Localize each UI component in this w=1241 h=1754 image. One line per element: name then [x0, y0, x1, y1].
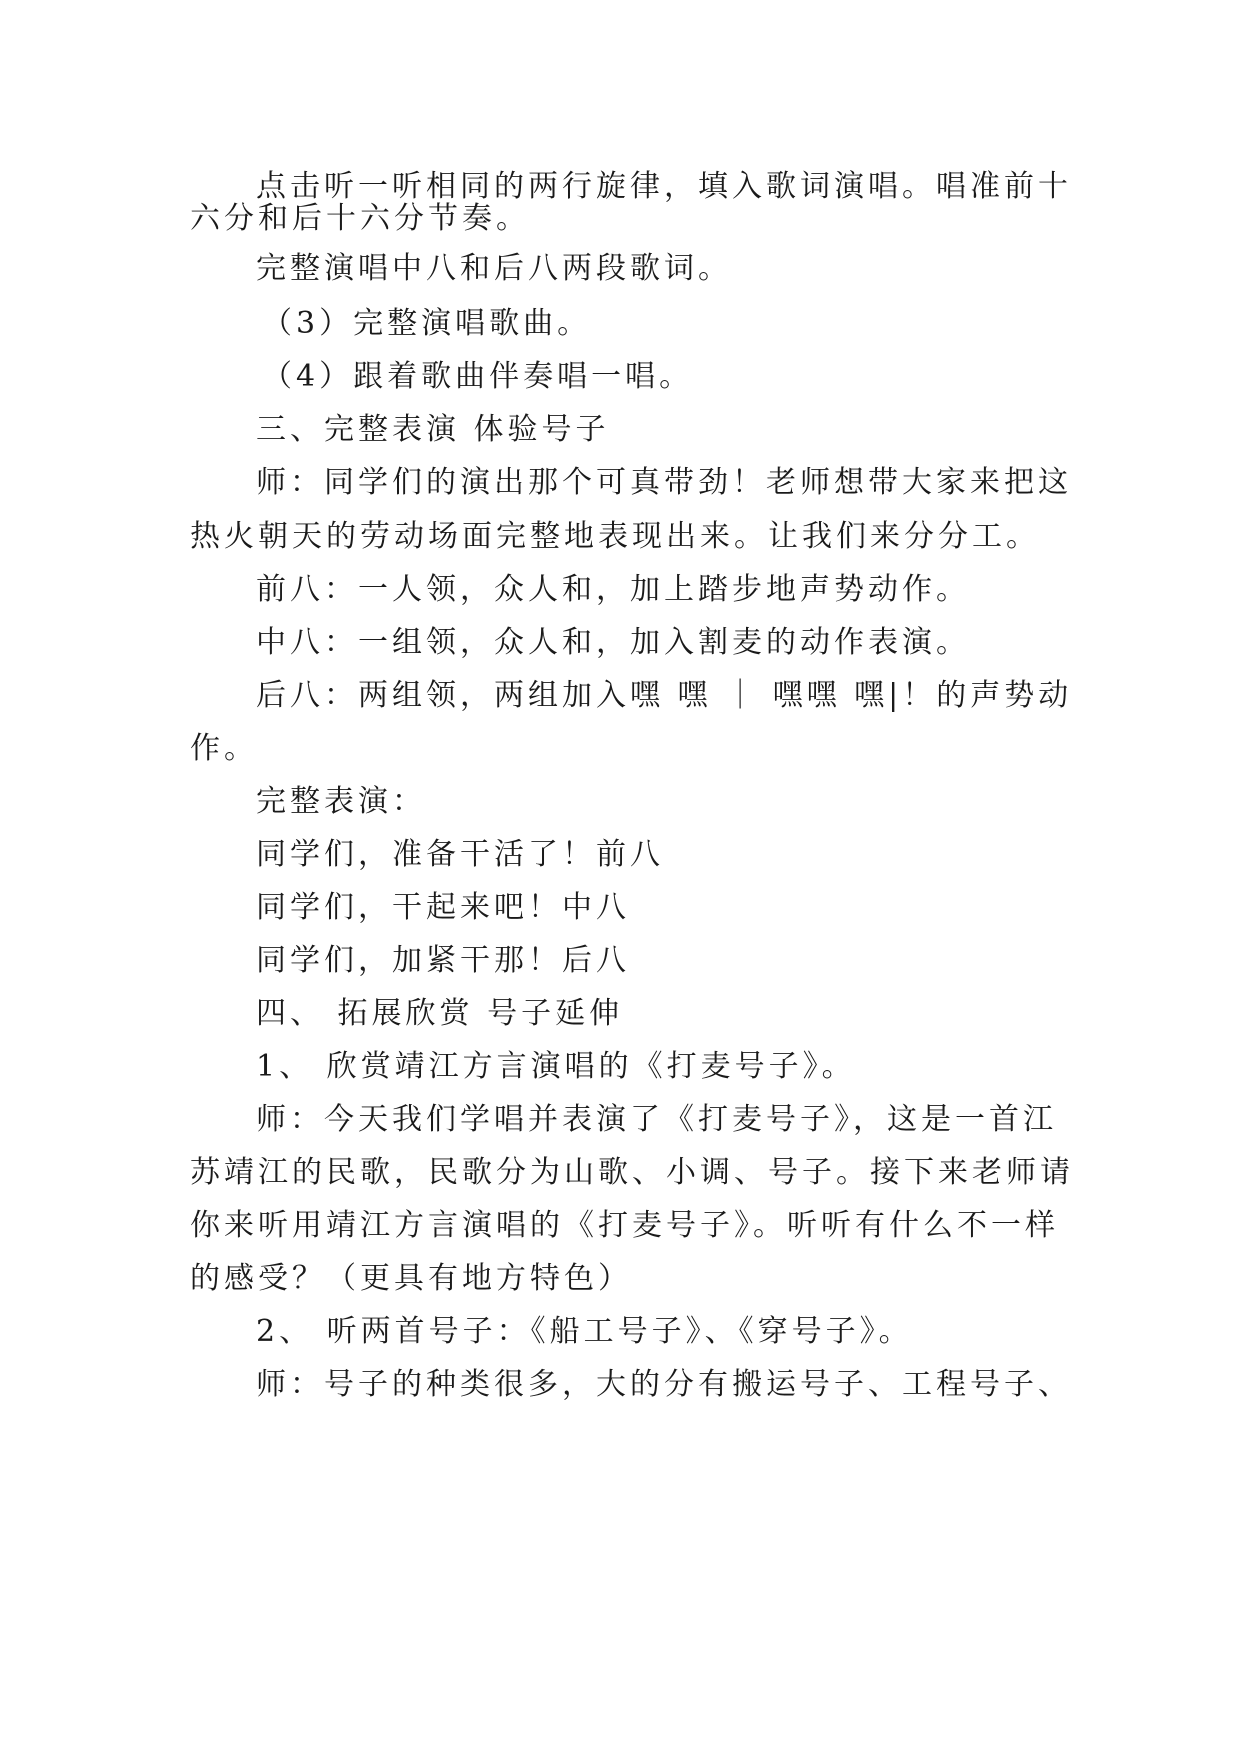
- paragraph-line: 的感受？（更具有地方特色）: [190, 1261, 632, 1296]
- paragraph-line: 前八：一人领，众人和，加上踏步地声势动作。: [256, 572, 970, 607]
- paragraph-line: 师：号子的种类很多，大的分有搬运号子、工程号子、: [256, 1367, 1072, 1402]
- paragraph-line: 同学们，加紧干那！后八: [256, 943, 630, 978]
- paragraph-line: 六分和后十六分节奏。: [190, 201, 530, 236]
- list-item: 1、 欣赏靖江方言演唱的《打麦号子》。: [256, 1049, 856, 1084]
- paragraph-line: 完整表演：: [256, 784, 426, 819]
- paragraph-line: 同学们，准备干活了！前八: [256, 837, 664, 872]
- paragraph-line: 作。: [190, 731, 258, 766]
- list-item: （4）跟着歌曲伴奏唱一唱。: [262, 359, 694, 394]
- paragraph-line: 你来听用靖江方言演唱的《打麦号子》。听听有什么不一样: [190, 1208, 1059, 1243]
- paragraph-line: 中八：一组领，众人和，加入割麦的动作表演。: [256, 625, 970, 660]
- paragraph-line: 热火朝天的劳动场面完整地表现出来。让我们来分分工。: [190, 519, 1040, 554]
- section-heading: 四、 拓展欣赏 号子延伸: [256, 996, 624, 1031]
- list-item: （3）完整演唱歌曲。: [262, 306, 592, 341]
- paragraph-line: 师：同学们的演出那个可真带劲！老师想带大家来把这: [256, 465, 1072, 500]
- paragraph-line: 后八：两组领，两组加入嘿 嘿 ｜ 嘿嘿 嘿|！的声势动: [256, 678, 1073, 713]
- paragraph-line: 苏靖江的民歌，民歌分为山歌、小调、号子。接下来老师请: [190, 1155, 1074, 1190]
- paragraph-line: 同学们，干起来吧！中八: [256, 890, 630, 925]
- list-item: 2、 听两首号子：《船工号子》、《穿号子》。: [256, 1314, 913, 1349]
- paragraph-line: 师：今天我们学唱并表演了《打麦号子》，这是一首江: [256, 1102, 1057, 1137]
- paragraph-line: 点击听一听相同的两行旋律，填入歌词演唱。唱准前十: [256, 169, 1072, 204]
- paragraph-line: 完整演唱中八和后八两段歌词。: [256, 251, 732, 286]
- section-heading: 三、完整表演 体验号子: [256, 412, 610, 447]
